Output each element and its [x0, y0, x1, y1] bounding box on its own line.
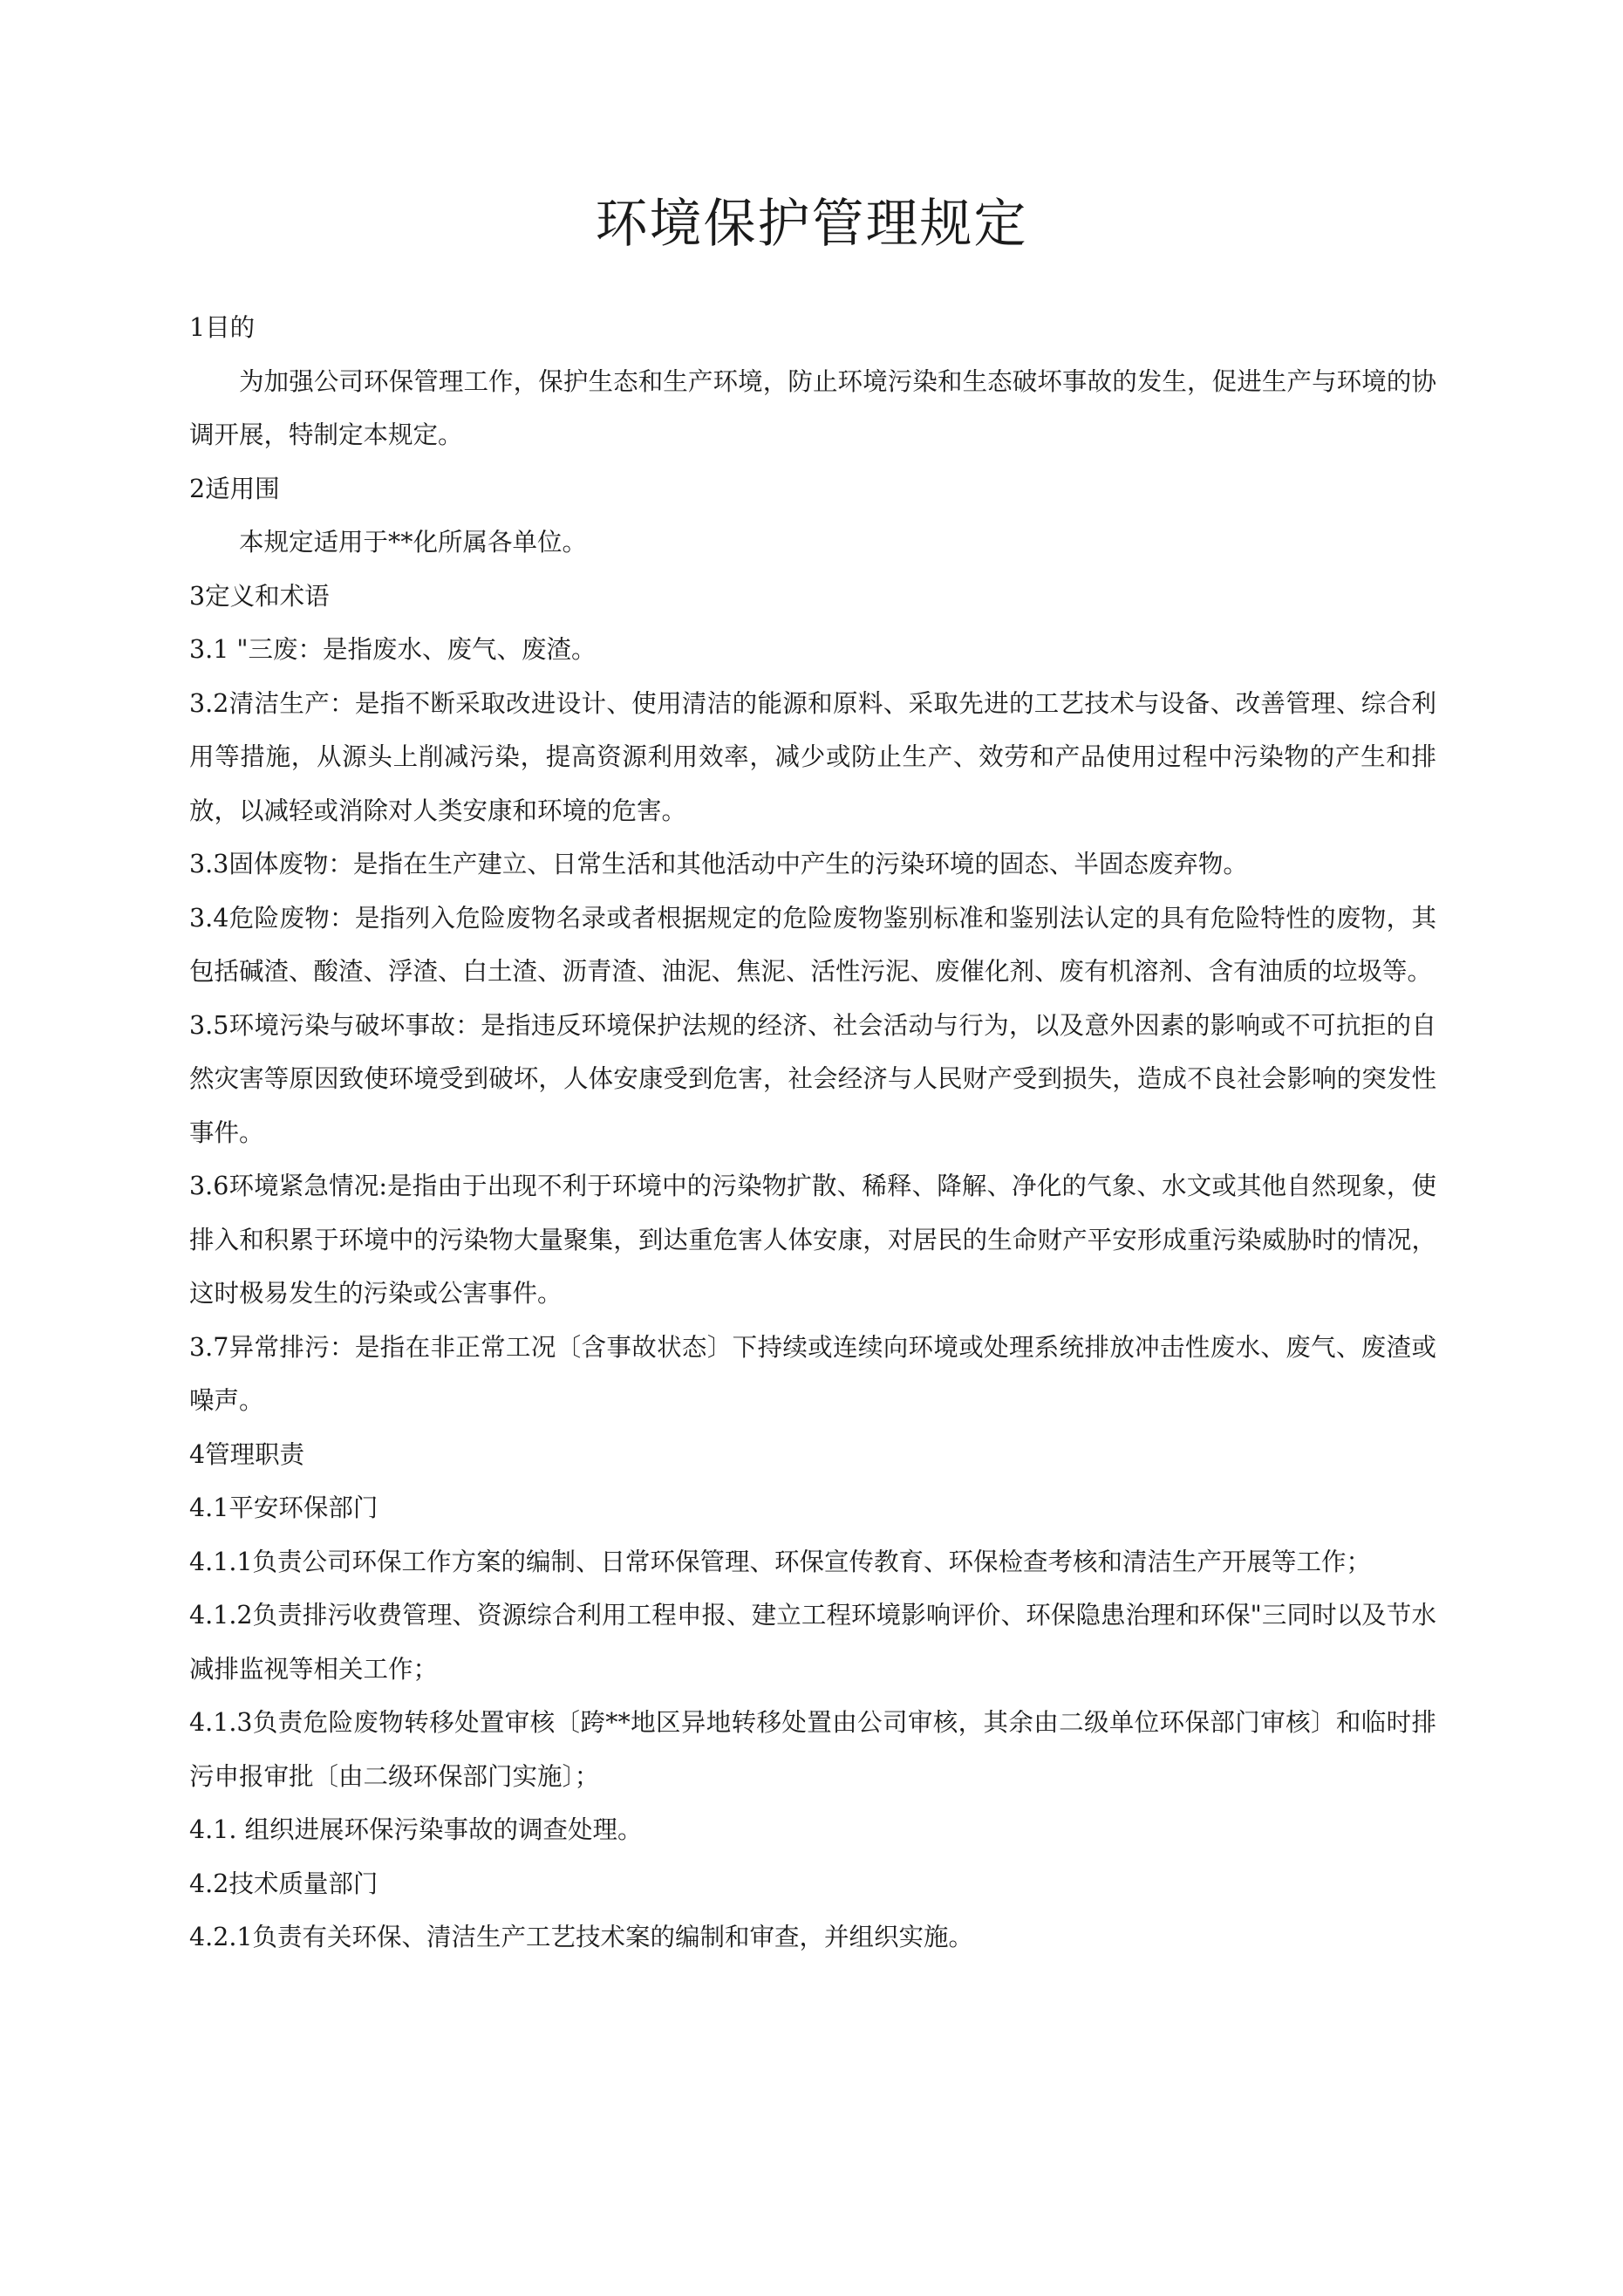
paragraph: 2适用围 — [189, 474, 280, 503]
paragraph: 3.4危险废物：是指列入危险废物名录或者根据规定的危险废物鉴别标准和鉴别法认定的具有危险特性的废物，其包括碱渣、酸渣、浮渣、白土渣、沥青渣、油泥、焦泥、活性污泥、废催化剂、废有机溶剂、含有油质的垃圾等。 — [189, 903, 1436, 986]
paragraph: 4.2.1负责有关环保、清洁生产工艺技术案的编制和审查，并组织实施。 — [189, 1923, 974, 1951]
paragraph: 4.1.2负责排污收费管理、资源综合利用工程申报、建立工程环境影响评价、环保隐患治理和环保"三同时以及节水减排监视等相关工作； — [189, 1601, 1436, 1684]
document-title: 环境保护管理规定 — [595, 194, 1028, 255]
paragraph: 1目的 — [189, 313, 256, 342]
paragraph: 4.2技术质量部门 — [189, 1869, 378, 1898]
paragraph: 3.7异常排污：是指在非正常工况〔含事故状态〕下持续或连续向环境或处理系统排放冲击性废水、废气、废渣或噪声。 — [189, 1332, 1436, 1415]
paragraph: 4.1平安环保部门 — [189, 1493, 378, 1522]
paragraph: 3定义和术语 — [189, 581, 330, 611]
paragraph: 本规定适用于**化所属各单位。 — [239, 528, 588, 557]
document-body — [189, 301, 1436, 1965]
paragraph: 3.2清洁生产：是指不断采取改进设计、使用清洁的能源和原料、采取先进的工艺技术与设备、改善管理、综合利用等措施，从源头上削减污染，提高资源利用效率，减少或防止生产、效劳和产品使用过程中污染物的产生和排放，以减轻或消除对人类安康和环境的危害。 — [189, 688, 1436, 825]
paragraph: 3.5环境污染与破坏事故：是指违反环境保护法规的经济、社会活动与行为，以及意外因素的影响或不可抗拒的自然灾害等原因致使环境受到破坏，人体安康受到危害，社会经济与人民财产受到损失，造成不良社会影响的突发性事件。 — [189, 1010, 1436, 1147]
paragraph: 3.6环境紧急情况:是指由于出现不利于环境中的污染物扩散、稀释、降解、净化的气象、水文或其他自然现象，使排入和积累于环境中的污染物大量聚集，到达重危害人体安康，对居民的生命财产平安形成重污染威胁时的情况，这时极易发生的污染或公害事件。 — [189, 1172, 1436, 1308]
paragraph: 4.1. 组织进展环保污染事故的调查处理。 — [189, 1815, 643, 1844]
paragraph: 4管理职责 — [189, 1439, 305, 1469]
paragraph: 3.1 "三废：是指废水、废气、废渣。 — [189, 635, 597, 664]
paragraph: 3.3固体废物：是指在生产建立、日常生活和其他活动中产生的污染环境的固态、半固态废弃物。 — [189, 850, 1248, 878]
paragraph: 为加强公司环保管理工作，保护生态和生产环境，防止环境污染和生态破坏事故的发生，促进生产与环境的协调开展，特制定本规定。 — [189, 366, 1436, 449]
paragraph: 4.1.3负责危险废物转移处置审核〔跨**地区异地转移处置由公司审核，其余由二级单位环保部门审核〕和临时排污申报审批〔由二级环保部门实施〕； — [189, 1708, 1436, 1791]
paragraph: 4.1.1负责公司环保工作方案的编制、日常环保管理、环保宣传教育、环保检查考核和清洁生产开展等工作； — [189, 1547, 1372, 1576]
